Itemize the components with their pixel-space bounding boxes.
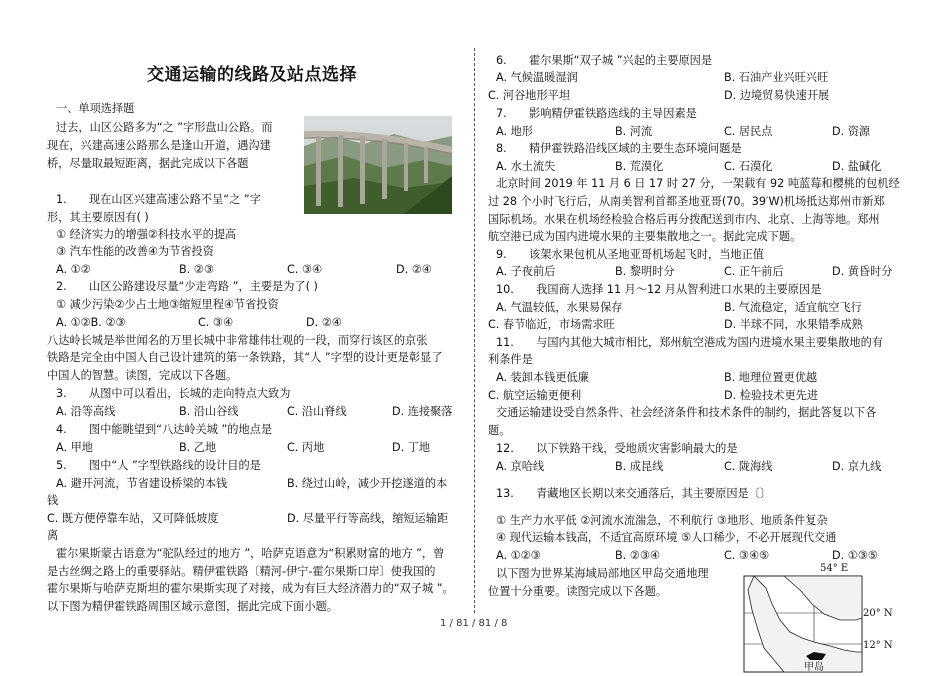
highway-bridge-photo (304, 116, 452, 214)
passage-badaling-3: 中国人的智慧。读图，完成以下各题。 (47, 369, 238, 382)
q8-stem: 8. 精伊霍铁路沿线区域的主要生态环境问题是 (496, 142, 742, 155)
q11-option-d[interactable]: D. 检验技术更先进 (724, 389, 819, 402)
map-island-label: 甲岛 (804, 662, 824, 673)
passage-khorgos-3: 霍尔果斯与哈萨克斯坦的霍尔果斯实现了对接，成为有巨大经济潜力的“双子城 ”。 (47, 582, 454, 595)
page-title: 交通运输的线路及站点选择 (147, 65, 357, 85)
q1-option-b[interactable]: B. ②③ (179, 263, 214, 276)
passage-island-1: 以下图为世界某海域局部地区甲岛交通地理 (496, 567, 709, 580)
map-lat-12-label: 12° N (863, 640, 893, 651)
q13-items-2: ④ 现代运输本钱高，不适宜高原环境 ⑤人口稀少，不必开展现代交通 (496, 531, 837, 544)
passage-fruit-3: 国际机场。水果在机场经检验合格后再分拨配送到市内、北京、上海等地。郑州 (488, 213, 880, 226)
q8-option-c[interactable]: C. 石漠化 (724, 160, 773, 173)
q7-option-d[interactable]: D. 资源 (832, 125, 871, 138)
q12-option-a[interactable]: A. 京哈线 (496, 460, 545, 473)
q4-option-d[interactable]: D. 丁地 (392, 441, 431, 454)
q11-option-a[interactable]: A. 装卸本钱更低廉 (496, 371, 589, 384)
q5-option-d[interactable]: D. 尽量平行等高线，缩短运输距 (287, 512, 449, 525)
passage-khorgos-1: 霍尔果斯蒙古语意为“驼队经过的地方 ”，哈萨克语意为“积累财富的地方 ”，曾 (56, 547, 445, 560)
q9-option-b[interactable]: B. 黎明时分 (615, 265, 675, 278)
passage-khorgos-2: 是古丝绸之路上的重要驿站。精伊霍铁路〔精河-伊宁-霍尔果斯口岸〕使我国的 (47, 565, 436, 578)
q7-option-b[interactable]: B. 河流 (615, 125, 653, 138)
passage-transport-1: 交通运输建设受自然条件、社会经济条件和技术条件的制约，据此答复以下各 (496, 406, 877, 419)
q1-items-1: ① 经济实力的增强②科技水平的提高 (56, 228, 237, 241)
passage-badaling-1: 八达岭长城是举世闻名的万里长城中非常雄伟壮观的一段，而穿行该区的京张 (47, 334, 428, 347)
q3-option-b[interactable]: B. 沿山谷线 (179, 405, 239, 418)
q5-option-a[interactable]: A. 避开河流，节省建设桥梁的本钱 (56, 477, 228, 490)
intro-line-1: 过去，山区公路多为“之 ”字形盘山公路。而 (56, 121, 273, 134)
q10-option-d[interactable]: D. 半球不同，水果错季成熟 (724, 318, 863, 331)
q9-option-a[interactable]: A. 子夜前后 (496, 265, 556, 278)
q13-items-1: ① 生产力水平低 ②河流水流湍急，不利航行 ③地形、地质条件复杂 (496, 514, 828, 527)
q11-option-c[interactable]: C. 航空运输更便利 (488, 389, 582, 402)
passage-khorgos-4: 以下图为精伊霍铁路周围区域示意图，据此完成下面小题。 (47, 600, 338, 613)
q10-option-c[interactable]: C. 春节临近，市场需求旺 (488, 318, 615, 331)
q3-option-d[interactable]: D. 连接聚落 (392, 405, 453, 418)
q1-stem-2: 形，其主要原因有( ) (47, 211, 149, 224)
passage-fruit-4: 航空港已成为国内进境水果的主要集散地之一。据此完成下题。 (488, 230, 802, 243)
q2-option-ab[interactable]: A. ①②B. ②③ (56, 316, 126, 329)
q5-option-b-cont: 钱 (47, 494, 59, 507)
q6-option-d[interactable]: D. 边境贸易快速开展 (724, 89, 830, 102)
q13-option-b[interactable]: B. ②③④ (615, 549, 660, 562)
q11-stem-2: 利条件是 (488, 353, 533, 366)
passage-fruit-1: 北京时间 2019 年 11 月 6 日 17 时 27 分，一架载有 92 吨蓝莓和樱桃的包机经 (496, 177, 900, 190)
q9-option-d[interactable]: D. 黄昏时分 (832, 265, 893, 278)
q10-option-a[interactable]: A. 气温较低，水果易保存 (496, 301, 623, 314)
intro-line-2: 现在，兴建高速公路那么是逢山开道，遇沟建 (47, 139, 271, 152)
q2-option-d[interactable]: D. ②④ (306, 316, 342, 329)
passage-transport-2: 题。 (488, 424, 511, 437)
q9-option-c[interactable]: C. 正午前后 (724, 265, 784, 278)
q7-option-c[interactable]: C. 居民点 (724, 125, 773, 138)
q5-stem: 5. 图中“人 ”字型铁路线的设计目的是 (56, 459, 261, 472)
q4-option-a[interactable]: A. 甲地 (56, 441, 93, 454)
section-heading: 一、单项选择题 (56, 102, 135, 115)
q6-stem: 6. 霍尔果斯“双子城 ”兴起的主要原因是 (496, 54, 713, 67)
q4-option-c[interactable]: C. 丙地 (287, 441, 325, 454)
q3-stem: 3. 从图中可以看出，长城的走向特点大致为 (56, 387, 291, 400)
map-lat-20-label: 20° N (863, 608, 893, 619)
q13-stem: 13. 青藏地区长期以来交通落后，其主要原因是〔〕 (496, 487, 772, 500)
q6-option-c[interactable]: C. 河谷地形平坦 (488, 89, 571, 102)
q2-option-c[interactable]: C. ③④ (198, 316, 233, 329)
intro-line-3: 桥，尽量取最短距离，据此完成以下各题 (47, 157, 249, 170)
q6-option-a[interactable]: A. 气候温暖湿润 (496, 71, 578, 84)
q4-stem: 4. 图中能眺望到“八达岭关城 ”的地点是 (56, 423, 273, 436)
q12-option-b[interactable]: B. 成昆线 (615, 460, 664, 473)
q3-option-c[interactable]: C. 沿山脊线 (287, 405, 347, 418)
q3-option-a[interactable]: A. 沿等高线 (56, 405, 116, 418)
page-footer: 1 / 81 / 81 / 8 (440, 618, 508, 629)
q10-option-b[interactable]: B. 气流稳定，适宜航空飞行 (724, 301, 862, 314)
q9-stem: 9. 该架水果包机从圣地亚哥机场起飞时，当地正值 (496, 248, 764, 261)
q8-option-a[interactable]: A. 水土流失 (496, 160, 556, 173)
passage-badaling-2: 铁路是完全由中国人自己设计建筑的第一条铁路，其“人 ”字型的设计更是彰显了 (47, 351, 443, 364)
q11-option-b[interactable]: B. 地理位置更优越 (724, 371, 818, 384)
q1-items-2: ③ 汽车性能的改善④为节省投资 (56, 245, 214, 258)
q1-stem-1: 1. 现在山区兴建高速公路不呈“之 ”字 (56, 193, 261, 206)
q8-option-d[interactable]: D. 盐碱化 (832, 160, 882, 173)
passage-island-2: 位置十分重要。读图完成以下各题。 (488, 585, 668, 598)
q2-items: ① 减少污染②少占土地③缩短里程④节省投资 (56, 298, 279, 311)
q5-option-b[interactable]: B. 绕过山岭，减少开挖遂道的本 (287, 477, 448, 490)
q8-option-b[interactable]: B. 荒漠化 (615, 160, 664, 173)
q7-stem: 7. 影响精伊霍铁路选线的主导因素是 (496, 107, 697, 120)
q4-option-b[interactable]: B. 乙地 (179, 441, 217, 454)
q11-stem-1: 11. 与国内其他大城市相比，郑州航空港成为国内进境水果主要集散地的有 (496, 336, 883, 349)
map-longitude-label: 54° E (820, 563, 849, 574)
q1-option-d[interactable]: D. ②④ (396, 263, 432, 276)
q1-option-a[interactable]: A. ①② (56, 263, 91, 276)
q2-stem: 2. 山区公路建设尽量“少走弯路 ”，主要是为了( ) (56, 280, 318, 293)
q13-option-c[interactable]: C. ③④⑤ (724, 549, 770, 562)
q7-option-a[interactable]: A. 地形 (496, 125, 533, 138)
island-map (744, 560, 893, 673)
q12-stem: 12. 以下铁路干线，受地质灾害影响最大的是 (496, 442, 738, 455)
passage-fruit-2: 过 28 个小时飞行后，从南美智利首都圣地亚哥(70。39′W)机场抵达郑州市新郑 (488, 195, 885, 208)
q10-stem: 10. 我国商人选择 11 月～12 月从智利进口水果的主要原因是 (496, 283, 822, 296)
q13-option-a[interactable]: A. ①②③ (496, 549, 541, 562)
q6-option-b[interactable]: B. 石油产业兴旺兴旺 (724, 71, 829, 84)
q1-option-c[interactable]: C. ③④ (287, 263, 322, 276)
q12-option-c[interactable]: C. 陇海线 (724, 460, 773, 473)
q13-option-d[interactable]: D. ①③⑤ (832, 549, 878, 562)
q5-option-d-cont: 离 (47, 529, 59, 542)
q5-option-c[interactable]: C. 既方便停靠车站，又可降低坡度 (47, 512, 219, 525)
column-divider (474, 48, 475, 613)
q12-option-d[interactable]: D. 京九线 (832, 460, 882, 473)
